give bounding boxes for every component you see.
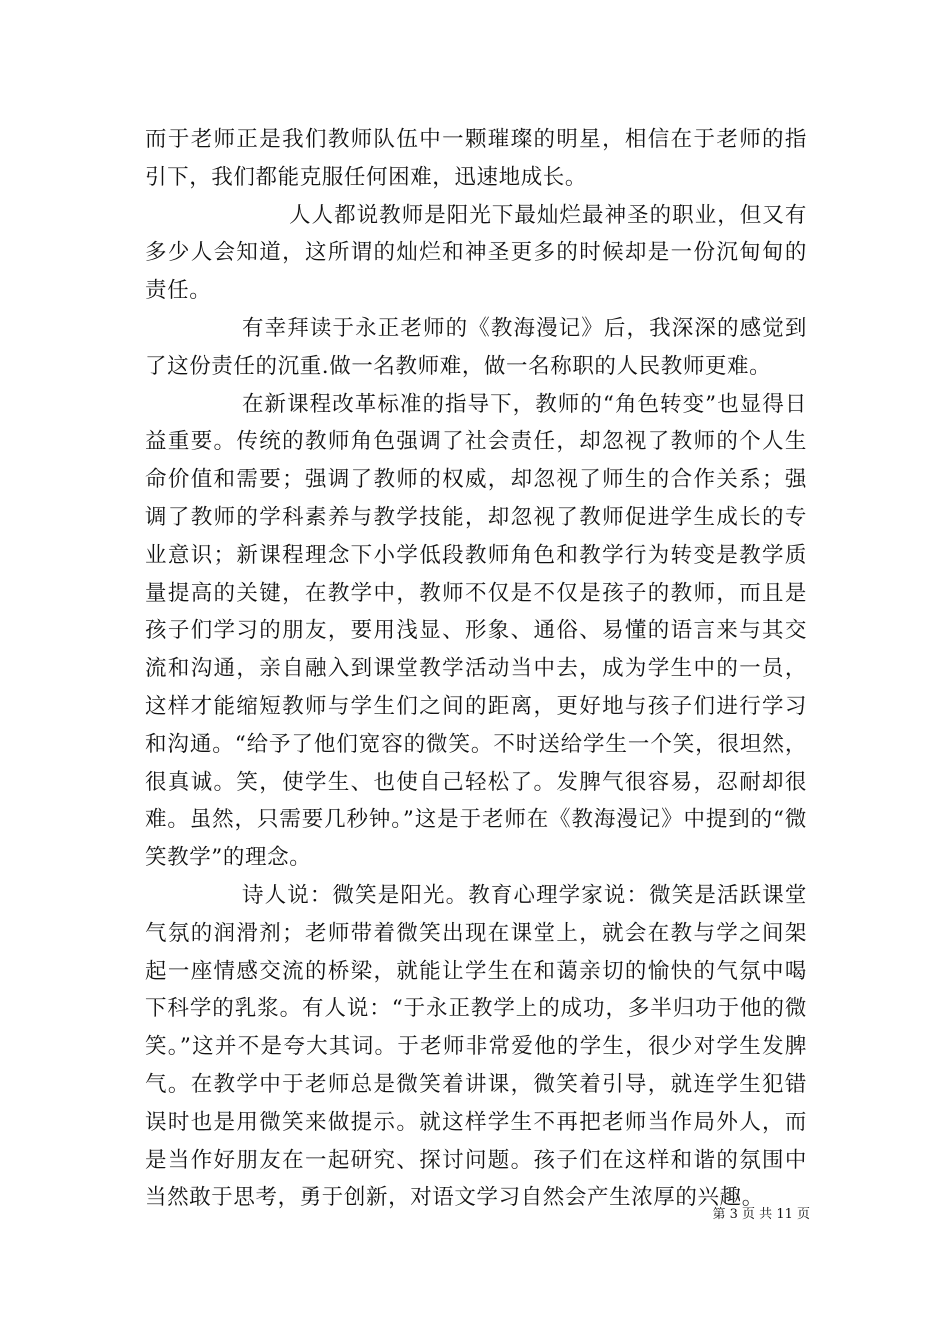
paragraph-2: 人人都说教师是阳光下最灿烂最神圣的职业，但又有多少人会知道，这所谓的灿烂和神圣更多的时候却是一份沉甸甸的责任。: [145, 202, 807, 304]
document-body: [145, 121, 807, 1217]
paragraph-5: 诗人说：微笑是阳光。教育心理学家说：微笑是活跃课堂气氛的润滑剂；老师带着微笑出现在课堂上，就会在教与学之间架起一座情感交流的桥梁，就能让学生在和蔼亲切的愉快的气氛中喝下科学的乳浆。有人说：“于永正教学上的成功，多半归功于他的微笑。”这并不是夸大其词。于老师非常爱他的学生，很少对学生发脾气。在教学中于老师总是微笑着讲课，微笑着引导，就连学生犯错误时也是用微笑来做提示。就这样学生不再把老师当作局外人，而是当作好朋友在一起研究、探讨问题。孩子们在这样和谐的氛围中当然敢于思考，勇于创新，对语文学习自然会产生浓厚的兴趣。: [145, 882, 807, 1211]
page-number: 第 3 页 共 11 页: [712, 1207, 810, 1222]
paragraph-3: 有幸拜读于永正老师的《教海漫记》后，我深深的感觉到了这份责任的沉重.做一名教师难，做一名称职的人民教师更难。: [145, 315, 807, 379]
paragraph-4: 在新课程改革标准的指导下，教师的“角色转变”也显得日益重要。传统的教师角色强调了社会责任，却忽视了教师的个人生命价值和需要；强调了教师的权威，却忽视了师生的合作关系；强调了教师的学科素养与教学技能，却忽视了教师促进学生成长的专业意识；新课程理念下小学低段教师角色和教学行为转变是教学质量提高的关键，在教学中，教师不仅是不仅是孩子的教师，而且是孩子们学习的朋友，要用浅显、形象、通俗、易懂的语言来与其交流和沟通，亲自融入到课堂教学活动当中去，成为学生中的一员，这样才能缩短教师与学生们之间的距离，更好地与孩子们进行学习和沟通。“给予了他们宽容的微笑。不时送给学生一个笑，很坦然，很真诚。笑，使学生、也使自己轻松了。发脾气很容易，忍耐却很难。虽然，只需要几秒钟。”这是于老师在《教海漫记》中提到的“微笑教学”的理念。: [145, 391, 807, 871]
paragraph-1: 而于老师正是我们教师队伍中一颗璀璨的明星，相信在于老师的指引下，我们都能克服任何困难，迅速地成长。: [145, 127, 807, 190]
